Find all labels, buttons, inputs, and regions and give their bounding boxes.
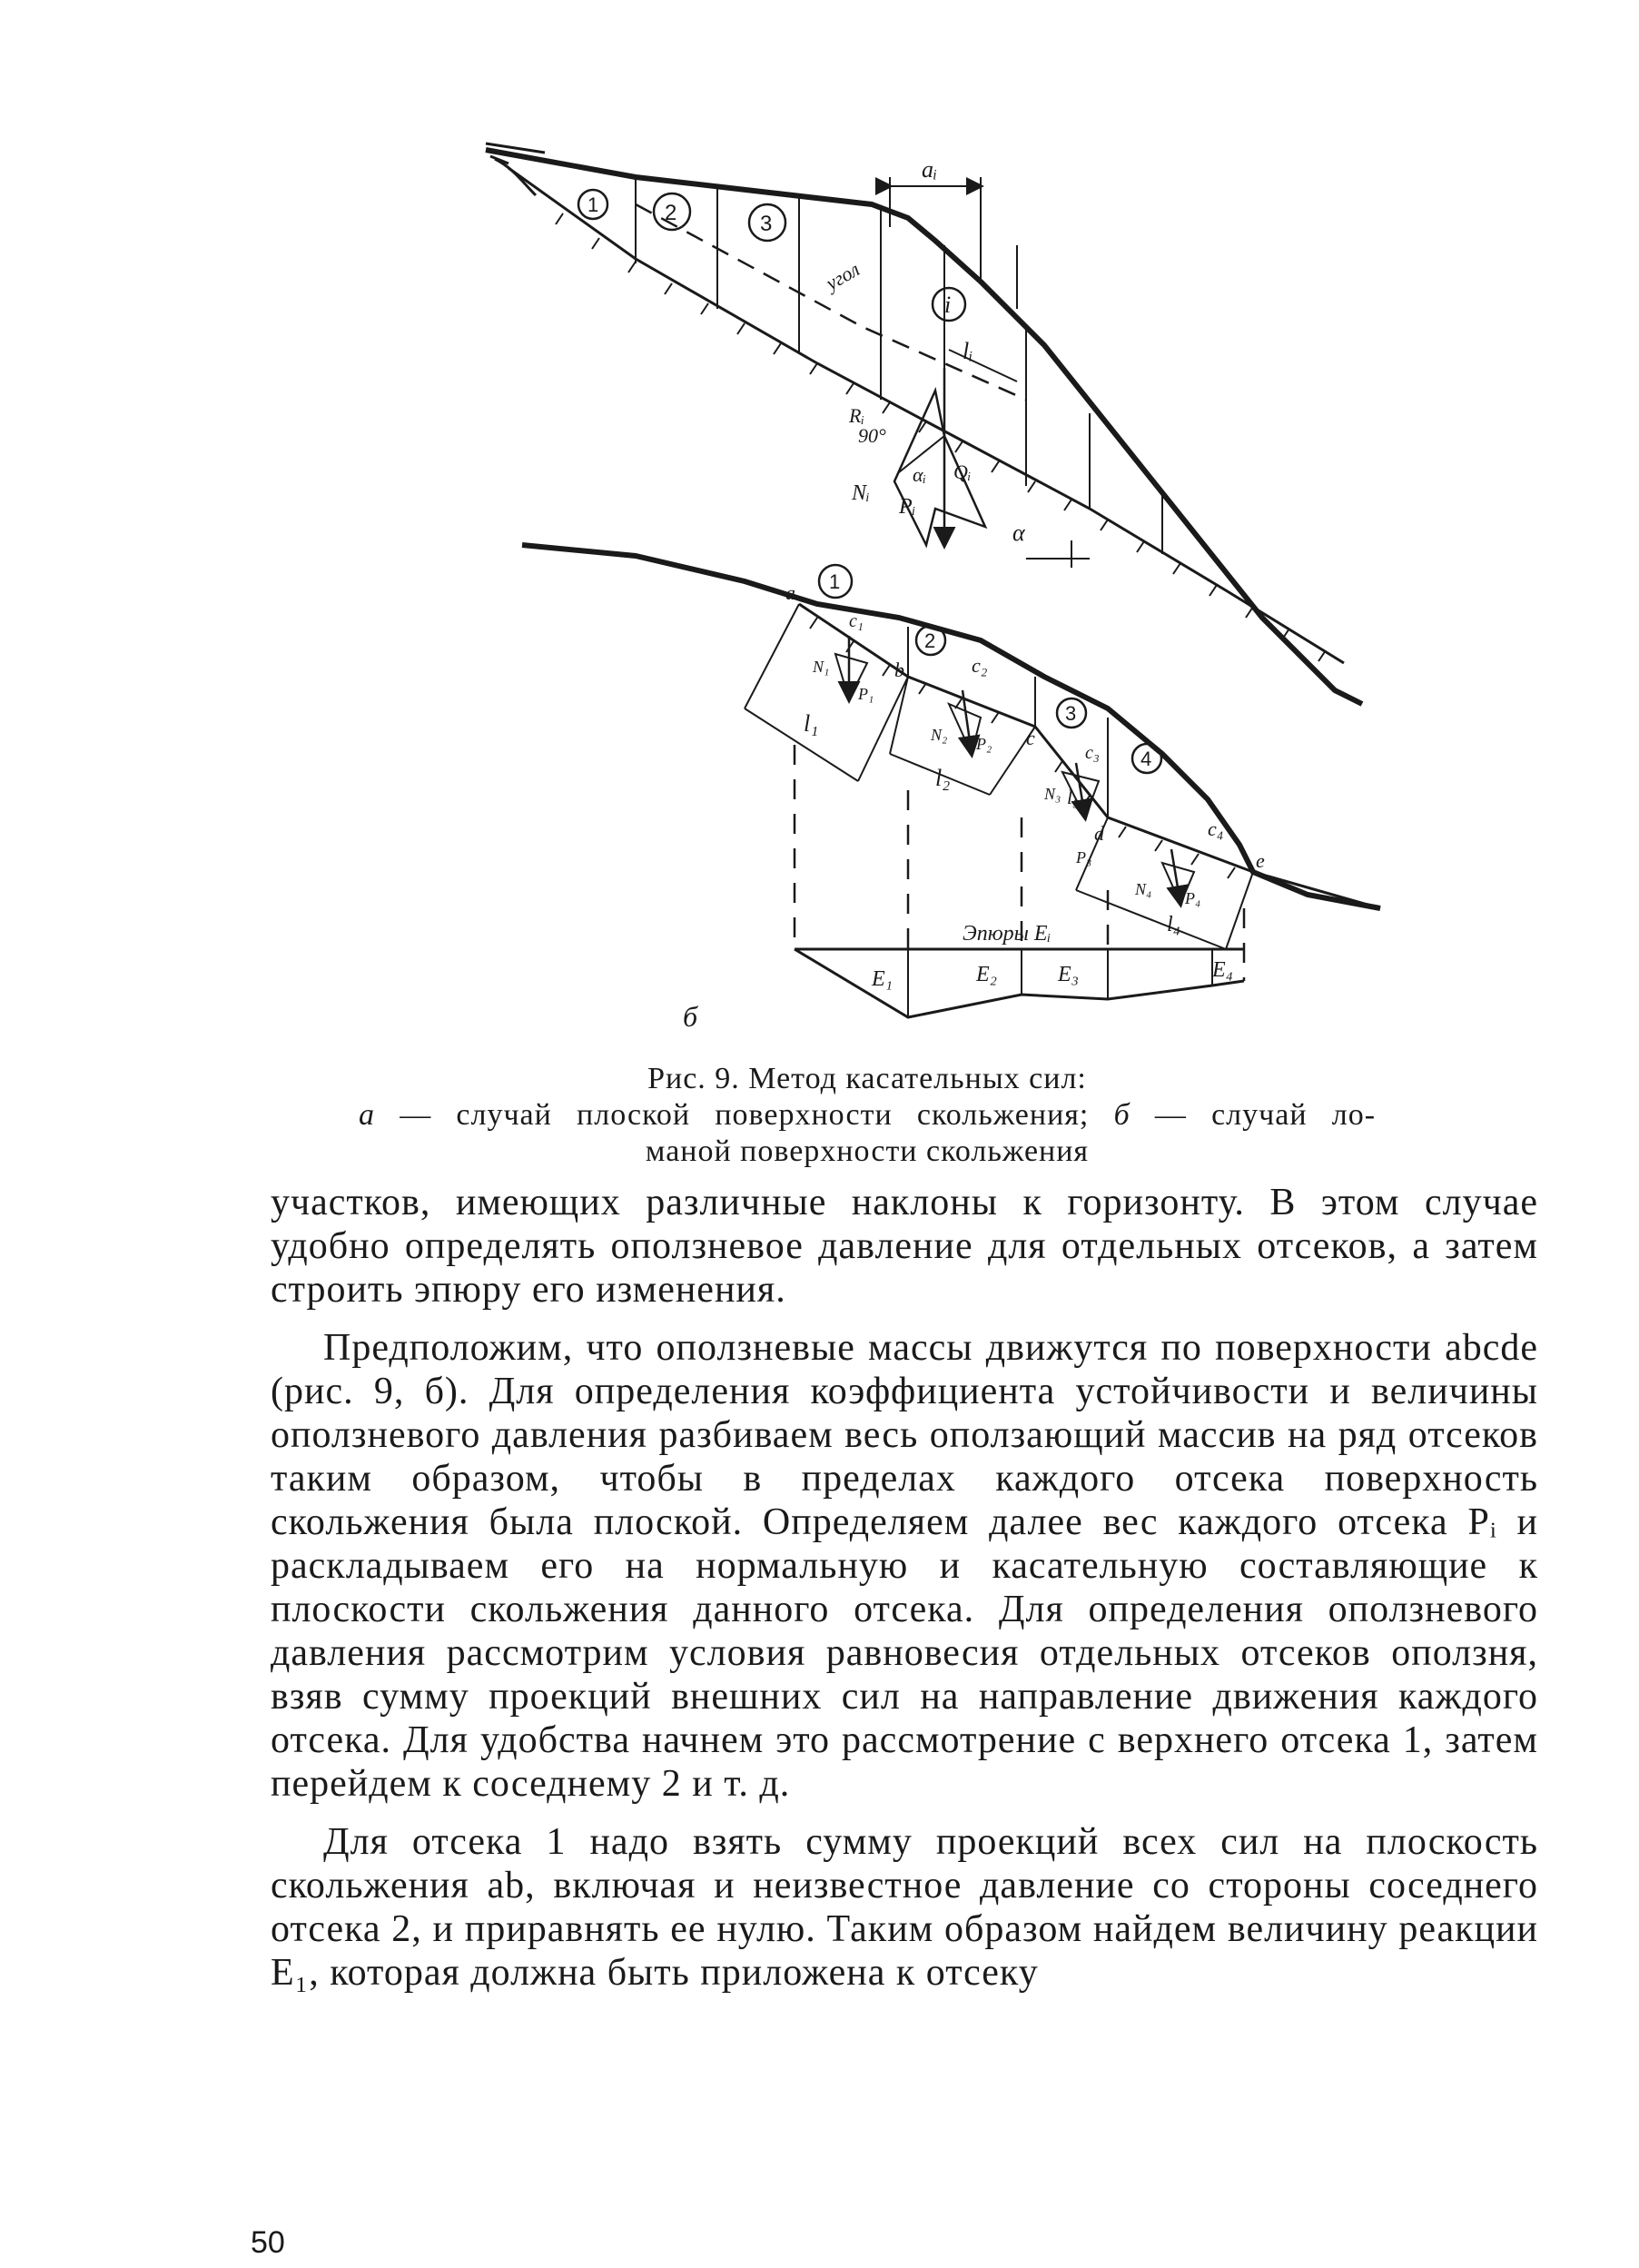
caption-line-3: маной поверхности скольжения	[645, 1134, 1090, 1168]
figure-caption	[359, 1061, 1376, 1170]
ground-surface-a	[486, 150, 1362, 704]
force-N2: N₂	[931, 726, 948, 744]
paragraph-3: Для отсека 1 надо взять сумму проекций всех сил на плоскость скольжения ab, включая и неизвестное давление со стороны соседнего отсека 2, и приравнять ее нулю. Таким образом найдем величину реакции E₁, которая должна быть приложена к отсеку	[271, 1821, 1538, 1994]
epure-E1: E₁	[872, 967, 894, 991]
paragraph-1: участков, имеющих различные наклоны к горизонту. В этом случае удобно определять оползневое давление для отдельных отсеков, а затем строить эпюру его изменения.	[271, 1182, 1538, 1311]
force-N3: N₃	[1044, 785, 1061, 803]
c-label: c₁	[849, 611, 864, 631]
label-R-i: Rᵢ	[849, 404, 864, 427]
slice-number: 3	[760, 212, 773, 236]
force-P2: P₂	[976, 735, 992, 753]
caption-line-1: Рис. 9. Метод касательных сил:	[647, 1062, 1087, 1095]
caption-a: а	[359, 1098, 375, 1132]
length-l2: l₂	[935, 765, 951, 791]
c-label: c₃	[1085, 743, 1100, 763]
slice-number: 2	[924, 629, 936, 652]
paragraph-2: Предположим, что оползневые массы движутся по поверхности abcde (рис. 9, б). Для определения коэффициента устойчивости и величины оползневого давления разбиваем весь оползающий массив на ряд отсеков таким образом, чтобы в пределах каждого отсека поверхность скольжения была плоской. Определяем далее вес каждого отсека Pᵢ и раскладываем его на нормальную и касательную составляющие к плоскости скольжения данного отсека. Для определения оползневого давления рассмотрим условия равновесия отдельных отсеков оползня, взяв сумму проекций внешних сил на направление движения каждого отсека. Для удобства начнем это рассмотрение с верхнего отсека 1, затем перейдем к соседнему 2 и т. д.	[271, 1327, 1538, 1805]
label-90: 90°	[858, 424, 886, 447]
label-P-i: Pᵢ	[899, 495, 916, 519]
point-e: e	[1256, 849, 1265, 872]
length-l4: l₄	[1167, 913, 1181, 936]
length-l3: l₃	[1067, 786, 1080, 808]
panel-b-label: б	[683, 1000, 698, 1033]
epure-title: Эпюры Eᵢ	[963, 922, 1052, 946]
c-label: c₄	[1208, 817, 1224, 840]
page-number: 50	[251, 2225, 285, 2260]
label-ugol: угол	[822, 257, 864, 295]
caption-b-text: — случай ло-	[1154, 1098, 1377, 1132]
length-l1: l₁	[804, 710, 819, 737]
figure-9	[0, 0, 1639, 1054]
body-text	[271, 1181, 1538, 2009]
epure-E3: E₃	[1058, 963, 1080, 986]
c-label: c₂	[972, 654, 988, 677]
label-N-i: Nᵢ	[852, 481, 870, 505]
caption-line-2	[359, 1097, 1376, 1134]
epure-outline	[795, 949, 1244, 1017]
force-P1: P₁	[858, 685, 874, 703]
sliding-plane-a	[508, 168, 1344, 663]
panel-b-diagram	[522, 545, 1380, 1017]
slice-number: 4	[1140, 748, 1152, 770]
point-b: b	[894, 659, 904, 681]
panel-a-labels	[578, 156, 1026, 546]
epure-E2: E₂	[976, 963, 998, 986]
caption-b: б	[1113, 1098, 1131, 1132]
slice-number: 2	[665, 201, 677, 225]
force-N4: N₄	[1135, 880, 1152, 898]
label-alpha-i: αᵢ	[913, 463, 927, 486]
label-Q-i: Qᵢ	[953, 461, 972, 483]
slice-number: 3	[1065, 702, 1077, 725]
slice-number: i	[944, 292, 952, 318]
slice-number: 1	[829, 570, 841, 593]
point-a: a	[785, 581, 795, 604]
label-a-i: aᵢ	[922, 156, 938, 183]
point-c: c	[1026, 727, 1035, 749]
force-P3: P₃	[1076, 848, 1092, 867]
point-d: d	[1094, 822, 1104, 845]
label-alpha: α	[1012, 520, 1025, 546]
force-P4: P₄	[1185, 889, 1201, 907]
force-N1: N₁	[813, 658, 830, 676]
panel-b-labels	[683, 565, 1265, 1033]
slice-number: 1	[587, 193, 599, 216]
epure-E4: E₄	[1212, 958, 1234, 982]
panel-a-diagram	[486, 144, 1362, 704]
ground-surface-b	[522, 545, 1380, 908]
caption-a-text: — случай плоской поверхности скольжения;	[400, 1098, 1090, 1132]
label-l-i: lᵢ	[963, 338, 973, 364]
